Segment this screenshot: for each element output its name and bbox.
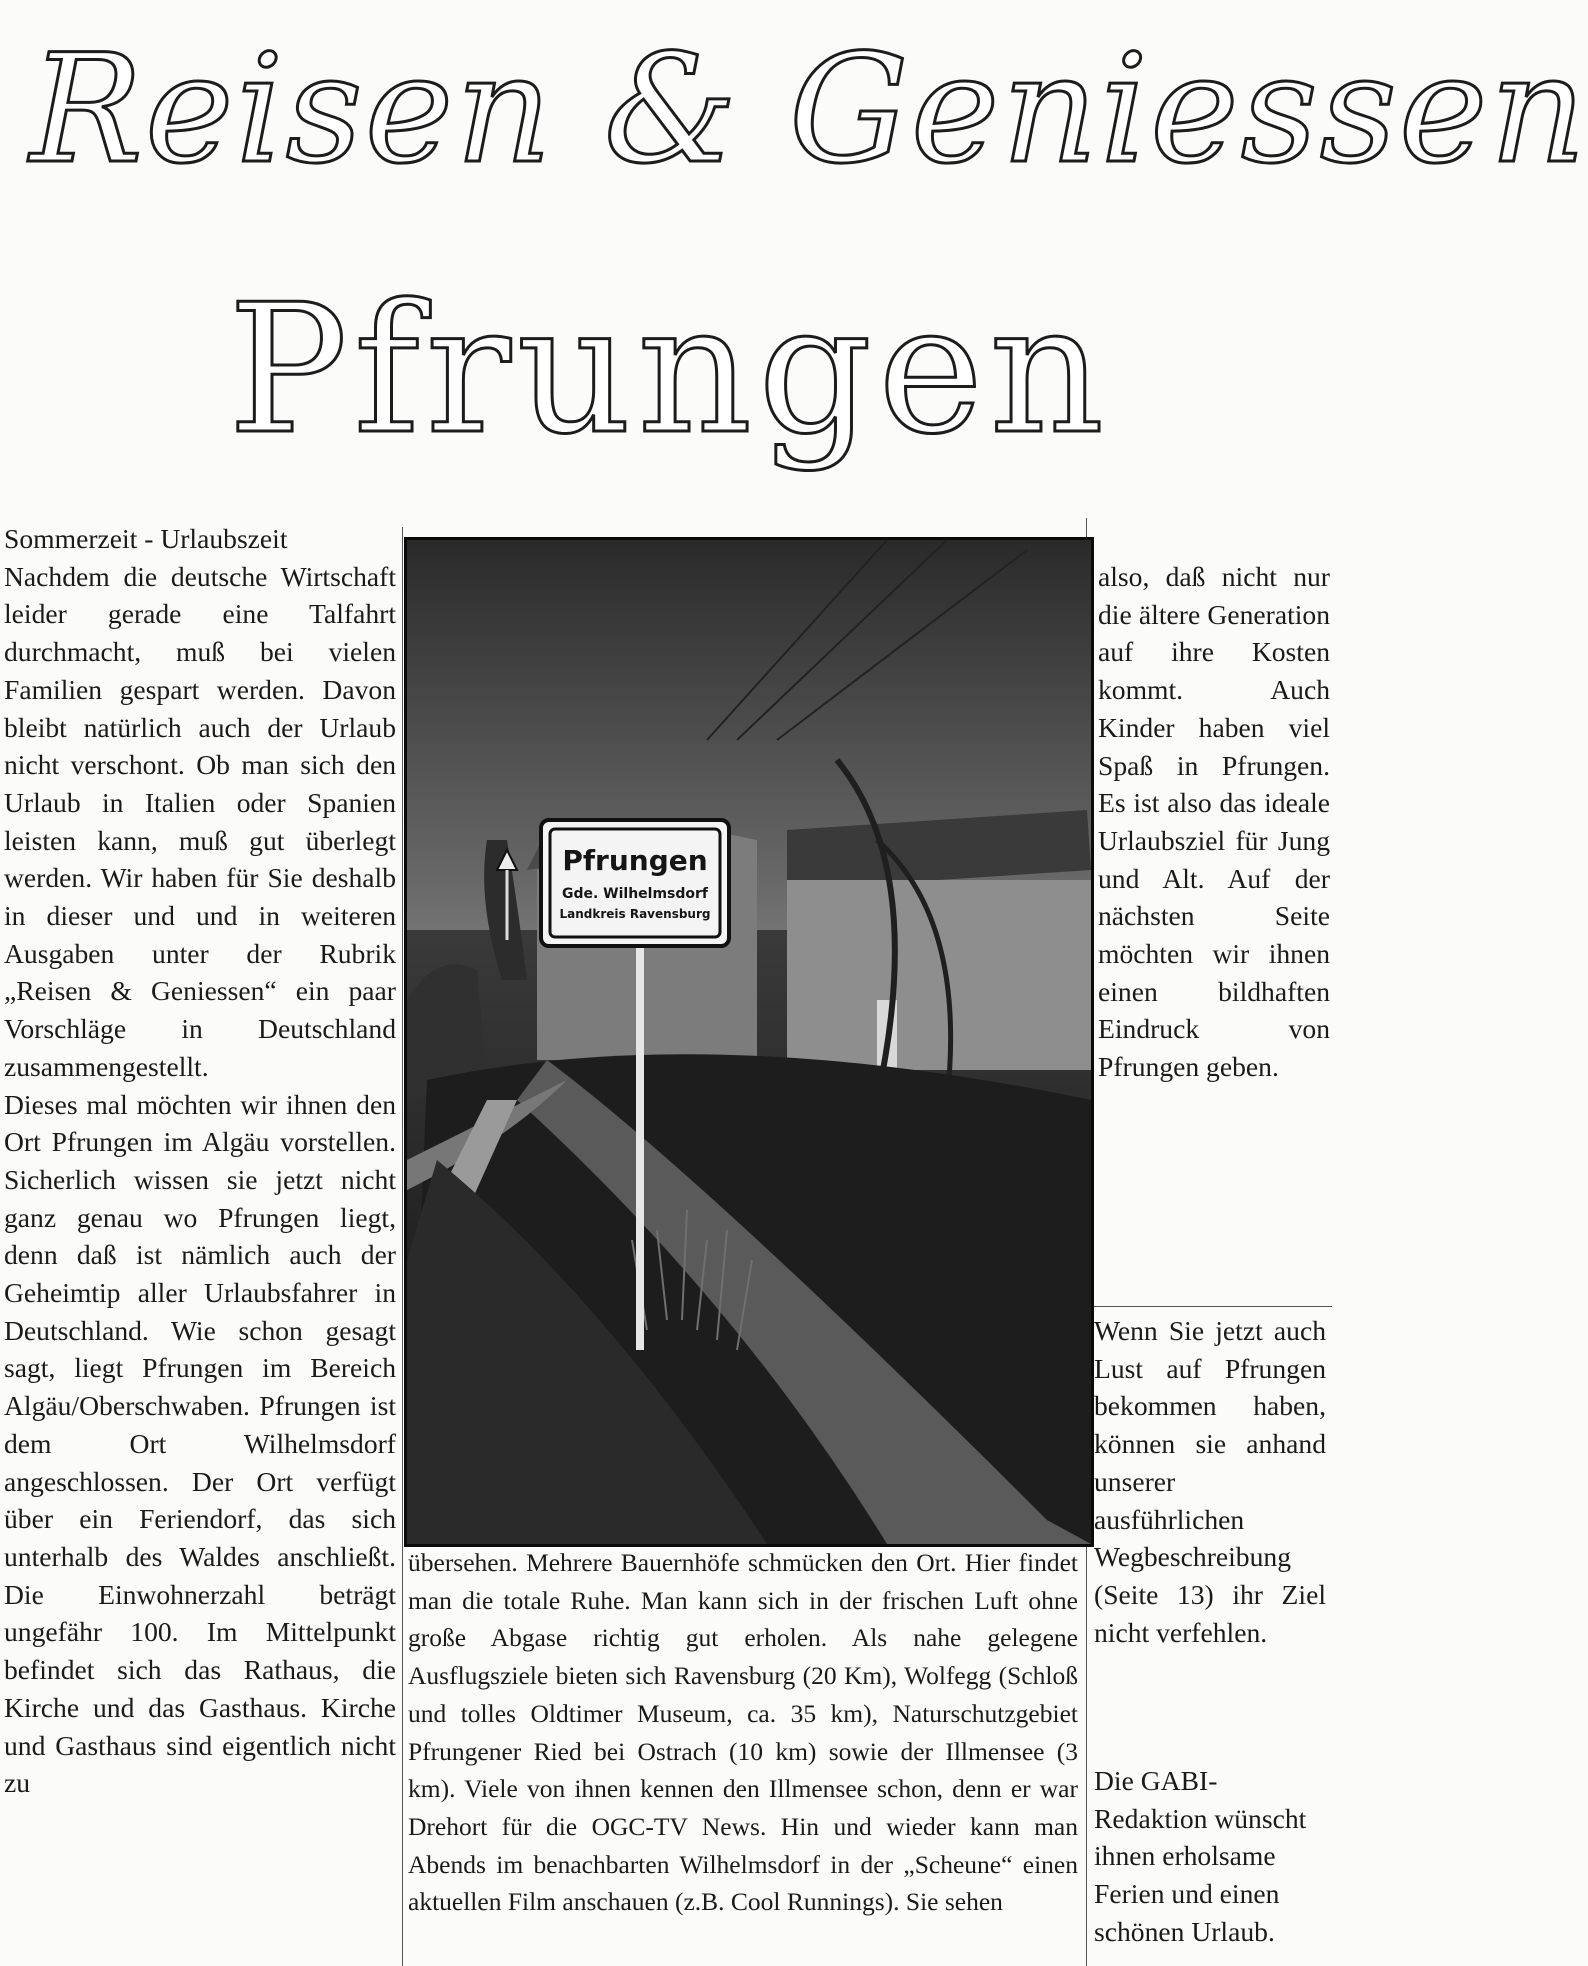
article-paragraph-1: Nachdem die deutsche Wirtschaft leider gerade eine Talfahrt durchmacht, muß bei vielen Familien gespart werden. Davon bleibt natürlich auch der Urlaub nicht verschont. Ob man sich den Urlaub in Italien oder Spanien leisten kann, muß gut überlegt werden. Wir haben für Sie deshalb in dieser und und in weiteren Ausgaben unter der Rubrik „Reisen & Geniessen“ ein paar Vorschläge in Deutschland zusammengestellt. xyxy=(4,560,396,1082)
article-title: Pfrungen xyxy=(228,266,1110,473)
sign-town-name: Pfrungen xyxy=(562,844,708,877)
article-column-3-top: also, daß nicht nur die ältere Generation auf ihre Kosten kommt. Auch Kinder haben viel Spaß in Pfrungen. Es ist also das ideale Urlaubsziel für Jung und Alt. Auf der nächsten Seite möchten wir ihnen einen bildhaften Eindruck von Pfrungen geben. xyxy=(1098,561,1330,1083)
article-column-1 xyxy=(4,520,396,1802)
article-column-3-middle: Wenn Sie jetzt auch Lust auf Pfrungen bekommen haben, können sie anhand unserer ausführlichen Wegbeschreibung (Seite 13) ihr Ziel nicht verfehlen. xyxy=(1094,1315,1326,1648)
article-kicker: Sommerzeit - Urlaubszeit xyxy=(4,523,288,554)
column-rule-left xyxy=(402,527,403,1966)
article-column-2: übersehen. Mehrere Bauernhöfe schmücken den Ort. Hier findet man die totale Ruhe. Man kann sich in der frischen Luft ohne große Abgase richtig gut erholen. Als nahe gelegene Ausflugsziele bieten sich Ravensburg (20 Km), Wolfegg (Schloß und tolles Oldtimer Museum, ca. 35 km), Naturschutzgebiet Pfrungener Ried bei Ostrach (10 km) sowie der Illmensee (3 km). Viele von ihnen kennen den Illmensee schon, denn er war Drehort für die OGC-TV News. Hin und wieder kann man Abends im benachbarten Wilhelmsdorf in der „Scheune“ einen aktuellen Film anschauen (z.B. Cool Runnings). Sie sehen xyxy=(408,1548,1078,1917)
town-sign-photo xyxy=(404,537,1094,1547)
masthead-title: Reisen & Geniessen xyxy=(30,23,1588,197)
sign-district: Landkreis Ravensburg xyxy=(559,907,711,921)
column-3-rule xyxy=(1094,1306,1332,1307)
sign-municipality: Gde. Wilhelmsdorf xyxy=(561,886,709,902)
article-closing-note: Die GABI-Redaktion wünscht ihnen erholsame Ferien und einen schönen Urlaub. xyxy=(1094,1765,1307,1947)
article-paragraph-2: Dieses mal möchten wir ihnen den Ort Pfrungen im Algäu vorstellen. Sicherlich wissen sie jetzt nicht ganz genau wo Pfrungen liegt, denn daß ist nämlich auch der Geheimtip aller Urlaubsfahrer in Deutschland. Wie schon gesagt sagt, liegt Pfrungen im Bereich Algäu/Oberschwaben. Pfrungen ist dem Ort Wilhelmsdorf angeschlossen. Der Ort verfügt über ein Feriendorf, das sich unterhalb des Waldes anschließt. Die Einwohnerzahl beträgt ungefähr 100. Im Mittelpunkt befindet sich das Rathaus, die Kirche und das Gasthaus. Kirche und Gasthaus sind eigentlich nicht zu xyxy=(4,1088,396,1799)
masthead xyxy=(30,0,1588,230)
